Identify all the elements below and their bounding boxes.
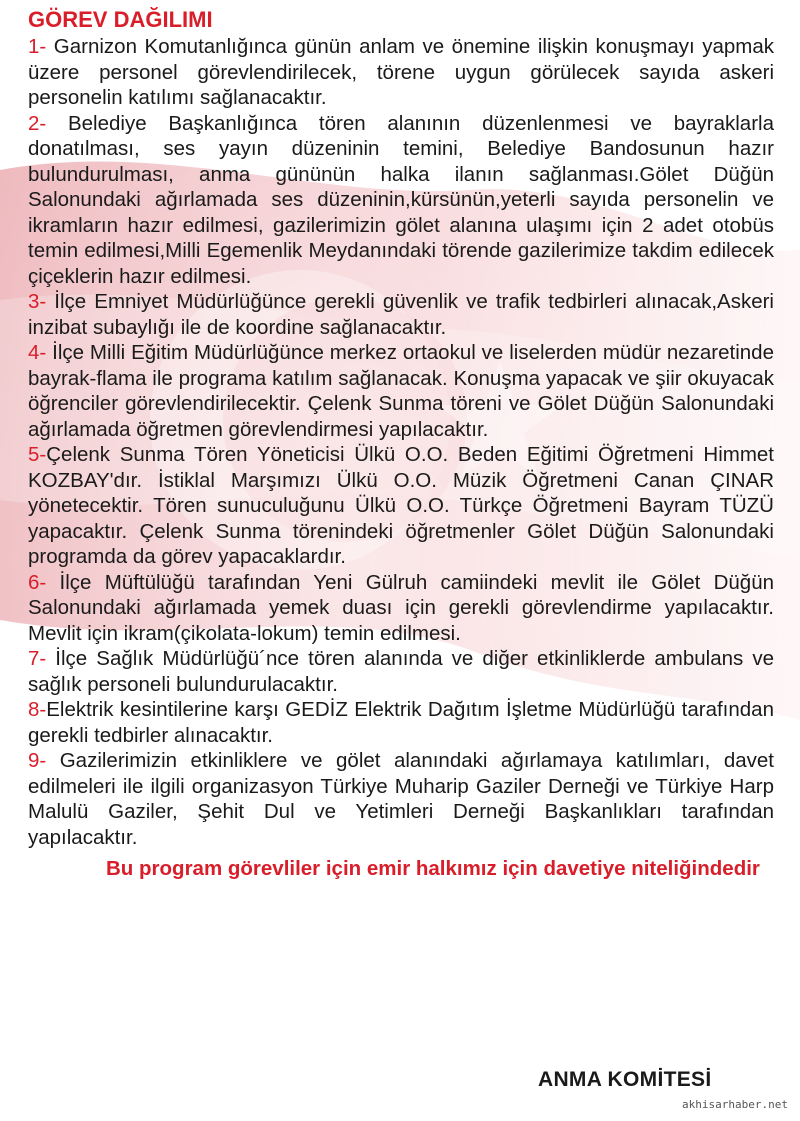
item-number: 6- [28, 570, 47, 594]
document-body [28, 6, 774, 882]
duty-item-3 [28, 289, 774, 340]
item-text: İlçe Sağlık Müdürlüğü´nce tören alanında ve diğer etkinliklerde ambulans ve sağlık personeli bulundurulacaktır. [28, 647, 774, 696]
item-number: 2- [28, 111, 47, 135]
item-text: İlçe Milli Eğitim Müdürlüğünce merkez ortaokul ve liselerden müdür nezaretinde bayrak-flama ile programa katılım sağlanacak. Konuşma yapacak ve şiir okuyacak öğrenciler görevlendirilecektir. Çelenk Sunma töreni ve Gölet Düğün Salonundaki ağırlamada öğretmen görevlendirmesi yapılacaktır. [28, 341, 774, 441]
item-number: 7- [28, 647, 47, 670]
item-number: 8- [28, 698, 47, 721]
item-text: Garnizon Komutanlığınca günün anlam ve önemine ilişkin konuşmayı yapmak üzere personel görevlendirilecek, törene uygun görülecek sayıda askeri personelin katılımı sağlanacaktır. [28, 35, 774, 109]
item-number: 5- [28, 443, 47, 466]
program-note: Bu program görevliler için emir halkımız için davetiye niteliğindedir [106, 857, 760, 880]
item-text: Elektrik kesintilerine karşı GEDİZ Elektrik Dağıtım İşletme Müdürlüğü tarafından gerekli tedbirler alınacaktır. [28, 698, 774, 747]
duty-item-5 [28, 442, 774, 570]
source-watermark: akhisarhaber.net [682, 1098, 788, 1111]
item-text: Çelenk Sunma Tören Yöneticisi Ülkü O.O. Beden Eğitimi Öğretmeni Himmet KOZBAY'dır. İstiklal Marşımızı Ülkü O.O. Müzik Öğretmeni Canan ÇINAR yönetecektir. Tören sunuculuğunu Ülkü O.O. Türkçe Öğretmeni Bayram TÜZÜ yapacaktır. Çelenk Sunma törenindeki öğretmenler Gölet Düğün Salonundaki programda da görev yapacaklardır. [28, 443, 774, 568]
item-number: 3- [28, 290, 47, 313]
item-text: Gazilerimizin etkinliklere ve gölet alanındaki ağırlamaya katılımları, davet edilmeleri ile ilgili organizasyon Türkiye Muharip Gaziler Derneği ve Türkiye Harp Malulü Gaziler, Şehit Dul ve Yetimleri Derneği Başkanlıkları tarafından yapılacaktır. [28, 749, 774, 849]
duty-item-4 [28, 340, 774, 442]
item-number: 4- [28, 341, 47, 364]
duty-item-6 [28, 570, 774, 647]
duty-item-7 [28, 646, 774, 697]
item-text: İlçe Emniyet Müdürlüğünce gerekli güvenlik ve trafik tedbirleri alınacak,Askeri inzibat subaylığı ile de koordine sağlanacaktır. [28, 290, 774, 339]
duty-item-1 [28, 34, 774, 111]
duty-item-9 [28, 748, 774, 850]
item-text: İlçe Müftülüğü tarafından Yeni Gülruh camiindeki mevlit ile Gölet Düğün Salonundaki ağırlamada yemek duası için gerekli görevlendirme yapılacaktır. Mevlit için ikram(çikolata-lokum) temin edilmesi. [28, 570, 774, 645]
duty-item-8 [28, 697, 774, 748]
item-text: Belediye Başkanlığınca tören alanının düzenlenmesi ve bayraklarla donatılması, ses yayın düzeninin temini, Belediye Bandosunun hazır bulundurulması, anma gününün halka ilanın sağlanması.Gölet Düğün Salonundaki ağırlamada ses düzeninin,kürsünün,yeterli sayıda personelin ve ikramların hazır edilmesi, gazilerimizin gölet alanına ulaşımı için 2 adet otobüs temin edilmesi,Milli Egemenlik Meydanındaki törende gazilerimize takdim edilecek çiçeklerin hazır edilmesi. [28, 111, 774, 288]
item-number: 1- [28, 35, 47, 58]
item-number: 9- [28, 749, 47, 772]
duty-item-2 [28, 111, 774, 290]
page-title: GÖREV DAĞILIMI [28, 7, 213, 32]
signature-committee: ANMA KOMİTESİ [538, 1068, 712, 1091]
